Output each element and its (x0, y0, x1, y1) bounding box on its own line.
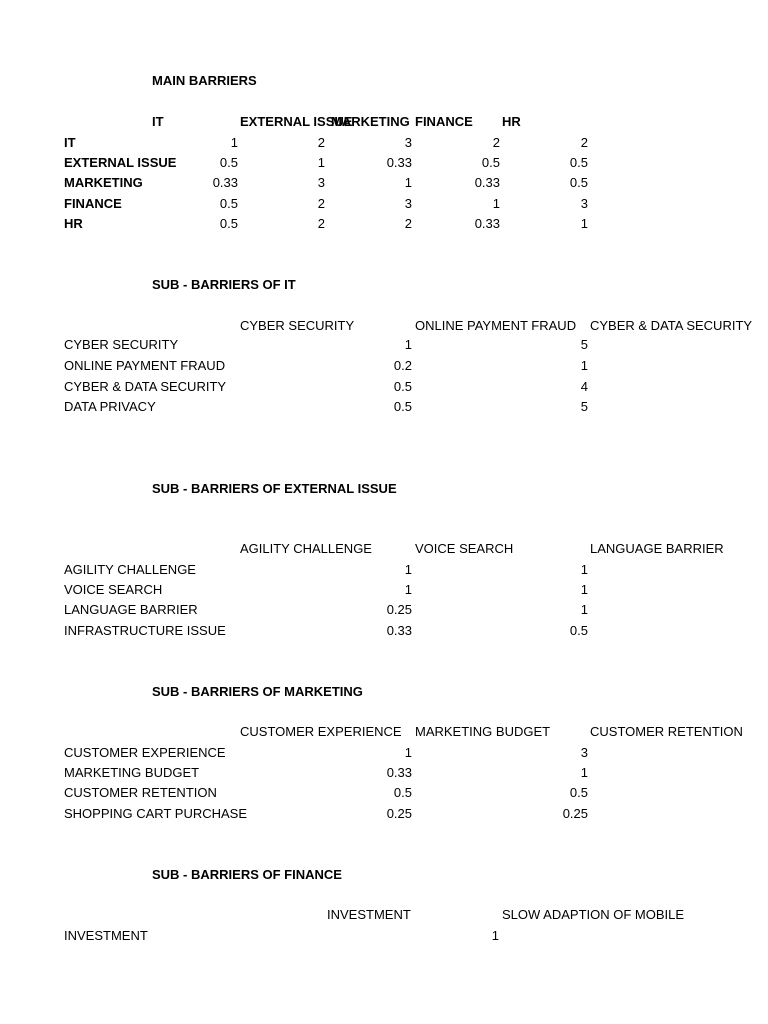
external-row-label: AGILITY CHALLENGE (64, 562, 196, 577)
external-cell: 1 (580, 602, 588, 617)
main-cell: 2 (404, 216, 412, 231)
main-row-label: EXTERNAL ISSUE (64, 155, 177, 170)
main-header-hr: HR (502, 114, 521, 129)
external-header-language-barrier: LANGUAGE BARRIER (590, 541, 724, 556)
external-cell: 0.33 (386, 623, 412, 638)
main-cell: 0.5 (219, 216, 238, 231)
marketing-cell: 0.25 (562, 806, 588, 821)
main-cell: 0.33 (474, 216, 500, 231)
it-row-label: CYBER & DATA SECURITY (64, 379, 227, 394)
main-barriers-title: MAIN BARRIERS (152, 73, 257, 88)
marketing-cell: 0.5 (569, 785, 588, 800)
marketing-row-label: MARKETING BUDGET (64, 765, 200, 780)
main-cell: 1 (492, 196, 500, 211)
main-cell: 1 (230, 135, 238, 150)
main-row-label: IT (64, 135, 76, 150)
main-header-external-issue: EXTERNAL ISSUE (240, 114, 353, 129)
main-cell: 2 (317, 216, 325, 231)
main-cell: 3 (580, 196, 588, 211)
main-row-label: FINANCE (64, 196, 122, 211)
finance-header-slow-adaption-of-mobile: SLOW ADAPTION OF MOBILE (502, 907, 685, 922)
main-cell: 0.5 (481, 155, 500, 170)
marketing-header-customer-experience: CUSTOMER EXPERIENCE (240, 724, 402, 739)
it-row-label: CYBER SECURITY (64, 337, 179, 352)
main-header-finance: FINANCE (415, 114, 473, 129)
main-cell: 2 (580, 135, 588, 150)
external-row-label: VOICE SEARCH (64, 582, 163, 597)
main-cell: 1 (404, 175, 412, 190)
it-header-cyber-data-security: CYBER & DATA SECURITY (590, 318, 753, 333)
main-cell: 2 (492, 135, 500, 150)
main-cell: 3 (404, 196, 412, 211)
it-row-label: ONLINE PAYMENT FRAUD (64, 358, 226, 373)
external-row-label: LANGUAGE BARRIER (64, 602, 198, 617)
external-header-voice-search: VOICE SEARCH (415, 541, 514, 556)
main-cell: 0.5 (219, 196, 238, 211)
marketing-section-title: SUB - BARRIERS OF MARKETING (152, 684, 363, 699)
marketing-cell: 3 (580, 745, 588, 760)
main-cell: 0.33 (212, 175, 238, 190)
main-cell: 2 (317, 196, 325, 211)
it-header-online-payment-fraud: ONLINE PAYMENT FRAUD (415, 318, 577, 333)
main-cell: 3 (404, 135, 412, 150)
main-row-label: MARKETING (64, 175, 143, 190)
main-cell: 1 (317, 155, 325, 170)
it-cell: 1 (404, 337, 412, 352)
marketing-cell: 1 (404, 745, 412, 760)
external-cell: 1 (404, 562, 412, 577)
external-cell: 0.5 (569, 623, 588, 638)
marketing-cell: 1 (580, 765, 588, 780)
finance-row-label: INVESTMENT (64, 928, 148, 943)
main-cell: 2 (317, 135, 325, 150)
main-cell: 0.5 (569, 155, 588, 170)
it-cell: 1 (580, 358, 588, 373)
marketing-header-marketing-budget: MARKETING BUDGET (415, 724, 551, 739)
finance-header-investment: INVESTMENT (327, 907, 411, 922)
external-section-title: SUB - BARRIERS OF EXTERNAL ISSUE (152, 481, 397, 496)
external-cell: 1 (580, 562, 588, 577)
marketing-row-label: CUSTOMER EXPERIENCE (64, 745, 226, 760)
finance-section-title: SUB - BARRIERS OF FINANCE (152, 867, 342, 882)
external-cell: 1 (580, 582, 588, 597)
marketing-cell: 0.33 (386, 765, 412, 780)
it-cell: 0.5 (393, 379, 412, 394)
it-row-label: DATA PRIVACY (64, 399, 156, 414)
it-cell: 0.5 (393, 399, 412, 414)
it-cell: 5 (580, 337, 588, 352)
marketing-row-label: SHOPPING CART PURCHASE (64, 806, 248, 821)
main-row-label: HR (64, 216, 83, 231)
it-cell: 4 (580, 379, 588, 394)
marketing-cell: 0.5 (393, 785, 412, 800)
it-cell: 0.2 (393, 358, 412, 373)
main-cell: 0.5 (219, 155, 238, 170)
marketing-header-customer-retention: CUSTOMER RETENTION (590, 724, 743, 739)
external-header-agility-challenge: AGILITY CHALLENGE (240, 541, 372, 556)
main-cell: 3 (317, 175, 325, 190)
main-cell: 0.33 (386, 155, 412, 170)
main-cell: 0.5 (569, 175, 588, 190)
main-cell: 1 (580, 216, 588, 231)
it-section-title: SUB - BARRIERS OF IT (152, 277, 296, 292)
external-cell: 0.25 (386, 602, 412, 617)
marketing-cell: 0.25 (386, 806, 412, 821)
it-cell: 5 (580, 399, 588, 414)
external-cell: 1 (404, 582, 412, 597)
main-header-marketing: MARKETING (331, 114, 410, 129)
main-cell: 0.33 (474, 175, 500, 190)
external-row-label: INFRASTRUCTURE ISSUE (64, 623, 226, 638)
it-header-cyber-security: CYBER SECURITY (240, 318, 355, 333)
main-header-it: IT (152, 114, 164, 129)
marketing-row-label: CUSTOMER RETENTION (64, 785, 217, 800)
finance-cell: 1 (491, 928, 499, 943)
